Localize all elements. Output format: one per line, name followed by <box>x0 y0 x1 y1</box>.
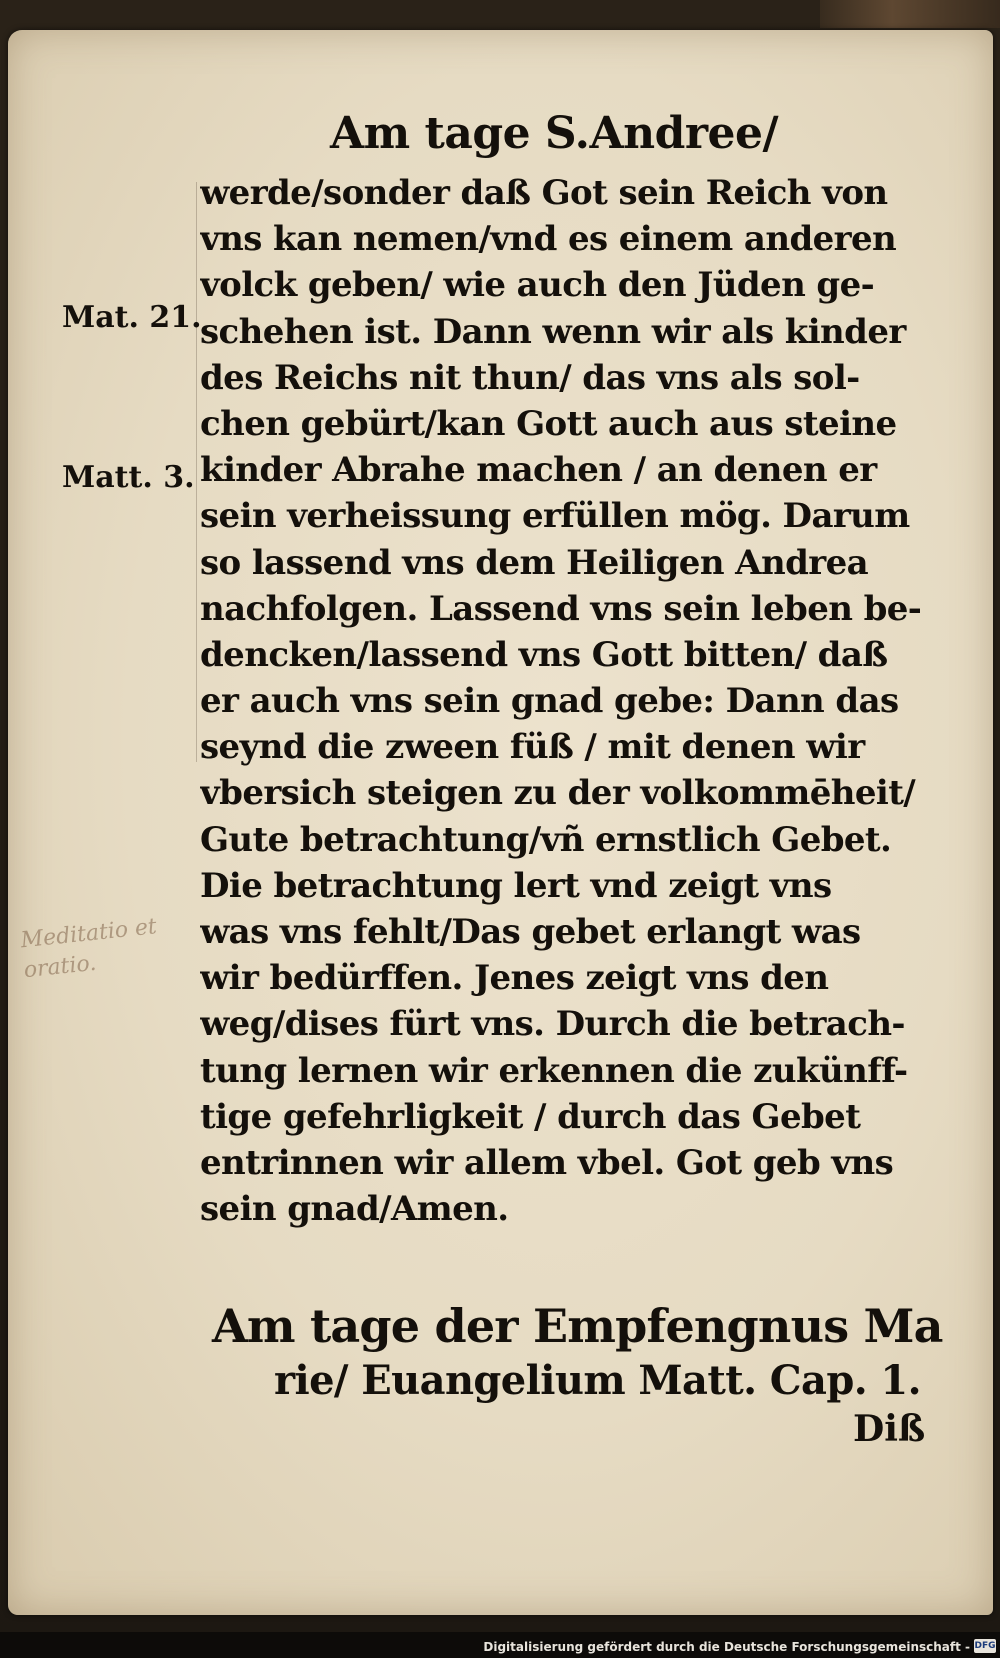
body-line: sein gnad/Amen. <box>200 1189 509 1230</box>
body-line: weg/dises fürt vns. Durch die betrach- <box>200 1004 905 1045</box>
body-line: dencken/lassend vns Gott bitten/ daß <box>200 634 888 675</box>
margin-rule <box>196 182 197 762</box>
body-line: chen gebürt/kan Gott auch aus steine <box>200 403 897 444</box>
page-edge <box>820 0 1000 28</box>
body-line: Die betrachtung lert vnd zeigt vns <box>200 865 832 906</box>
body-line: entrinnen wir allem vbel. Got geb vns <box>200 1142 894 1183</box>
body-line: kinder Abrahe machen / an denen er <box>200 450 877 491</box>
body-line: werde/sonder daß Got sein Reich von <box>200 173 888 213</box>
body-line: er auch vns sein gnad gebe: Dann das <box>200 681 899 722</box>
body-line: schehen ist. Dann wenn wir als kinder <box>200 311 906 352</box>
body-line: seynd die zween füß / mit denen wir <box>200 727 865 768</box>
body-line: volck geben/ wie auch den Jüden ge- <box>200 265 875 306</box>
body-line: des Reichs nit thun/ das vns als sol- <box>200 357 860 398</box>
running-head: Am tage S.Andree/ <box>330 108 779 159</box>
handwritten-line-2: oratio. <box>22 950 98 984</box>
footer-bar <box>0 1632 1000 1658</box>
body-line: Gute betrachtung/vñ ernstlich Gebet. <box>200 819 892 860</box>
handwritten-line-1: Meditatio et <box>19 914 158 954</box>
body-text <box>200 170 930 1232</box>
catchword: Diß <box>853 1408 926 1450</box>
body-line: sein verheissung erfüllen mög. Darum <box>200 496 910 537</box>
section-heading-line-1: Am tage der Empfengnus Ma <box>212 1299 943 1353</box>
body-line: nachfolgen. Lassend vns sein leben be- <box>200 588 922 629</box>
body-line: vbersich steigen zu der volkommēheit/ <box>200 773 916 814</box>
body-line: was vns fehlt/Das gebet erlangt was <box>200 912 861 952</box>
body-line: so lassend vns dem Heiligen Andrea <box>200 542 869 583</box>
body-line: wir bedürffen. Jenes zeigt vns den <box>200 958 829 999</box>
section-heading-line-2: rie/ Euangelium Matt. Cap. 1. <box>274 1357 921 1404</box>
margin-note-matt3: Matt. 3. <box>62 460 195 495</box>
margin-note-mat21: Mat. 21. <box>62 300 202 335</box>
body-line: vns kan nemen/vnd es einem anderen <box>200 219 897 260</box>
body-line: tung lernen wir erkennen die zukünff- <box>200 1050 908 1091</box>
dfg-logo-icon: DFG <box>974 1641 996 1651</box>
section-heading <box>212 1298 943 1408</box>
body-line: tige gefehrligkeit / durch das Gebet <box>200 1096 861 1137</box>
footer-credit: Digitalisierung gefördert durch die Deutsche Forschungsgemeinschaft - <box>483 1640 970 1654</box>
